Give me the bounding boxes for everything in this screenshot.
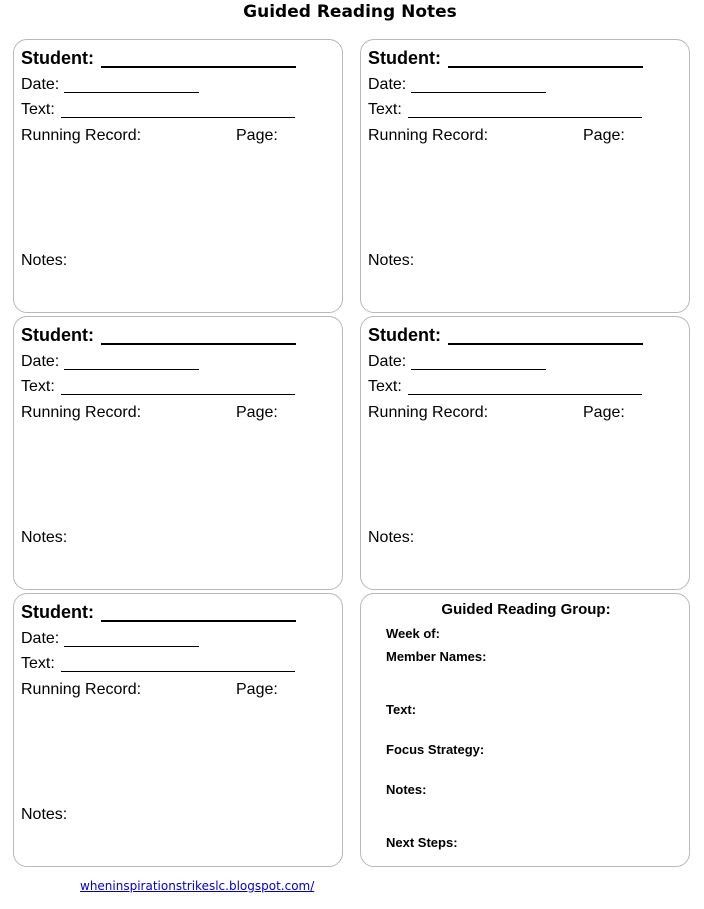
student-label: Student: xyxy=(21,48,94,68)
date-label: Date: xyxy=(21,353,60,370)
notes-label: Notes: xyxy=(21,252,68,269)
text-line[interactable] xyxy=(61,117,295,118)
group-title: Guided Reading Group: xyxy=(441,601,611,618)
running-record-label: Running Record: xyxy=(368,127,489,144)
student-note-card xyxy=(360,39,690,313)
text-label: Text: xyxy=(21,101,55,118)
guided-reading-group-card xyxy=(360,593,690,867)
page-label: Page: xyxy=(583,404,625,421)
notes-label: Notes: xyxy=(21,806,68,823)
notes-label: Notes: xyxy=(368,252,415,269)
date-line[interactable] xyxy=(64,369,199,370)
date-label: Date: xyxy=(21,630,60,647)
date-line[interactable] xyxy=(64,646,199,647)
text-line[interactable] xyxy=(61,394,295,395)
week-of-label: Week of: xyxy=(386,626,440,641)
running-record-label: Running Record: xyxy=(368,404,489,421)
date-line[interactable] xyxy=(411,92,546,93)
text-label: Text: xyxy=(21,378,55,395)
page-label: Page: xyxy=(236,127,278,144)
text-label: Text: xyxy=(368,101,402,118)
page-label: Page: xyxy=(583,127,625,144)
student-name-line[interactable] xyxy=(101,620,296,622)
group-notes-label: Notes: xyxy=(386,782,427,797)
page-label: Page: xyxy=(236,404,278,421)
date-line[interactable] xyxy=(411,369,546,370)
student-note-card xyxy=(360,316,690,590)
student-name-line[interactable] xyxy=(448,66,643,68)
running-record-label: Running Record: xyxy=(21,404,142,421)
date-label: Date: xyxy=(368,76,407,93)
student-note-card xyxy=(13,593,343,867)
student-note-card xyxy=(13,39,343,313)
student-note-card xyxy=(13,316,343,590)
student-name-line[interactable] xyxy=(101,66,296,68)
page-title: Guided Reading Notes xyxy=(243,2,457,22)
text-label: Text: xyxy=(21,655,55,672)
running-record-label: Running Record: xyxy=(21,127,142,144)
date-line[interactable] xyxy=(64,92,199,93)
member-names-label: Member Names: xyxy=(386,649,487,664)
student-name-line[interactable] xyxy=(448,343,643,345)
student-label: Student: xyxy=(21,602,94,622)
student-label: Student: xyxy=(21,325,94,345)
group-text-label: Text: xyxy=(386,702,417,717)
text-line[interactable] xyxy=(61,671,295,672)
student-label: Student: xyxy=(368,48,441,68)
notes-label: Notes: xyxy=(21,529,68,546)
date-label: Date: xyxy=(368,353,407,370)
focus-strategy-label: Focus Strategy: xyxy=(386,742,485,757)
student-label: Student: xyxy=(368,325,441,345)
text-line[interactable] xyxy=(408,117,642,118)
student-name-line[interactable] xyxy=(101,343,296,345)
notes-label: Notes: xyxy=(368,529,415,546)
text-label: Text: xyxy=(368,378,402,395)
page-label: Page: xyxy=(236,681,278,698)
next-steps-label: Next Steps: xyxy=(386,835,458,850)
blog-link[interactable]: wheninspirationstrikeslc.blogspot.com/ xyxy=(80,879,315,893)
running-record-label: Running Record: xyxy=(21,681,142,698)
text-line[interactable] xyxy=(408,394,642,395)
date-label: Date: xyxy=(21,76,60,93)
